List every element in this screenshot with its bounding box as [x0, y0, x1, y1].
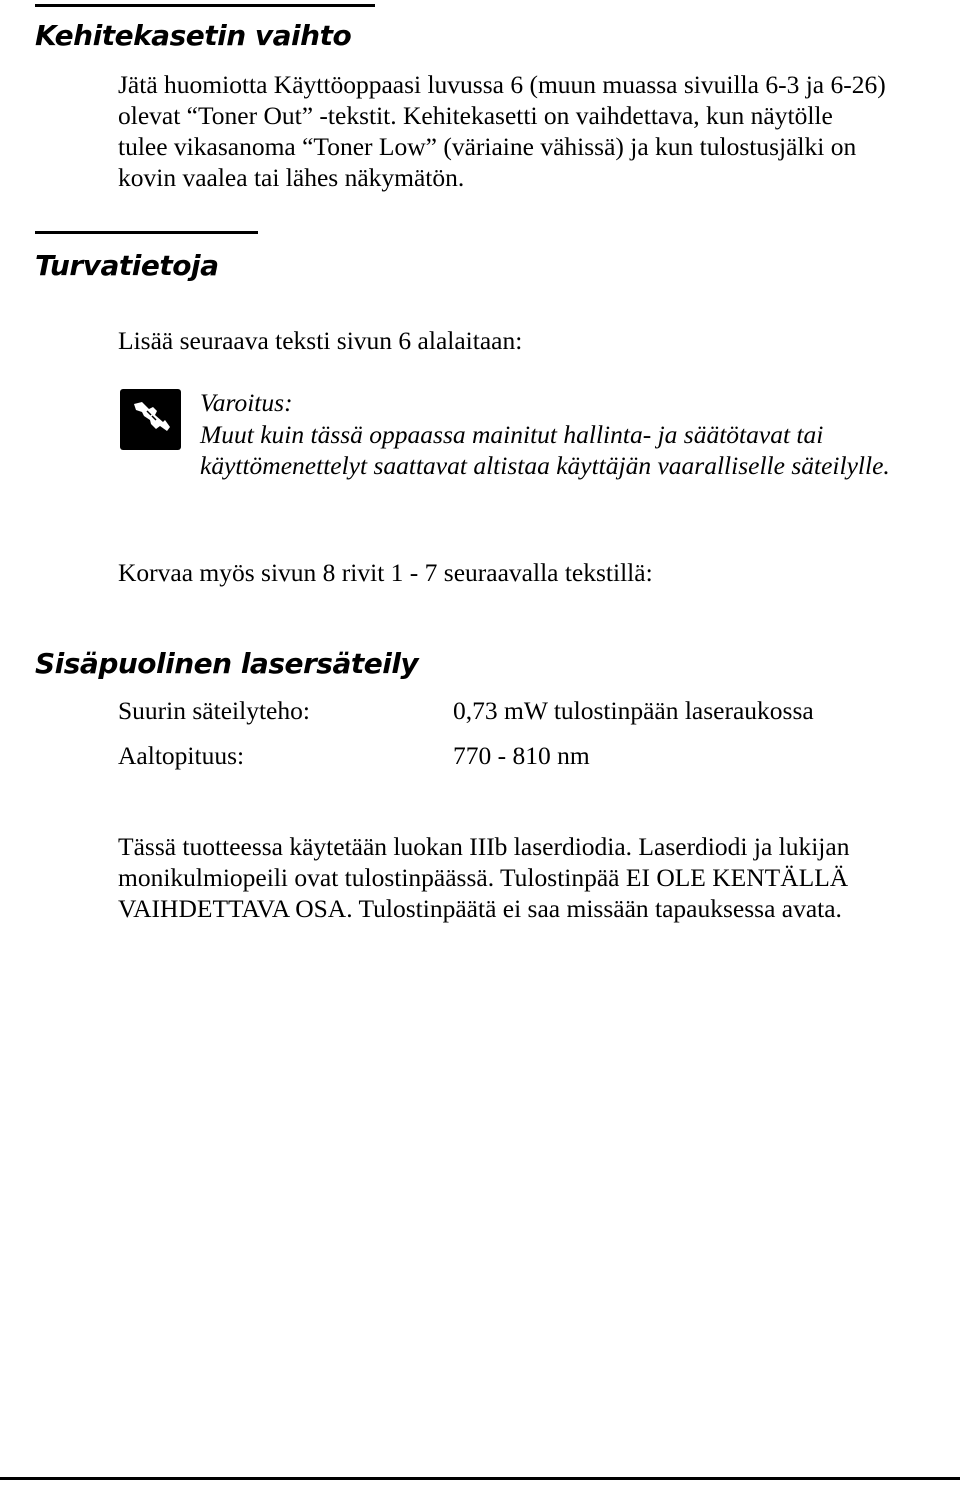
heading-sisapuolinen-lasersateily: Sisäpuolinen lasersäteily: [35, 647, 419, 680]
paragraph-add-text-instruction: Lisää seuraava teksti sivun 6 alalaitaan:: [118, 326, 523, 355]
heading-kehitekasetin-vaihto: Kehitekasetin vaihto: [35, 19, 352, 52]
spec-value: 0,73 mW tulostinpään laseraukossa: [453, 696, 814, 725]
warning-text: Muut kuin tässä oppaassa mainitut hallinta- ja säätötavat tai käyttömenettelyt saattavat altistaa käyttäjän vaaralliselle säteilylle.: [200, 420, 890, 480]
spec-value: 770 - 810 nm: [453, 741, 590, 770]
warning-title: Varoitus:: [200, 388, 293, 417]
heading-turvatietoja: Turvatietoja: [35, 249, 219, 282]
paragraph-toner-instructions: Jätä huomiotta Käyttöoppaasi luvussa 6 (muun muassa sivuilla 6-3 ja 6-26) olevat “Toner Out” -tekstit. Kehitekasetti on vaihdettava, kun näytölle tulee vikasanoma “Toner Low” (väriaine vähissä) ja kun tulostusjälki on kovin vaalea tai lähes näkymätön.: [118, 70, 886, 192]
paragraph-replace-lines: Korvaa myös sivun 8 rivit 1 - 7 seuraavalla tekstillä:: [118, 558, 653, 587]
footer-rule: [0, 1477, 960, 1480]
spec-label: Suurin säteilyteho:: [118, 696, 310, 725]
section-rule-safety: [35, 231, 258, 234]
paragraph-laser-diode: Tässä tuotteessa käytetään luokan IIIb laserdiodia. Laserdiodi ja lukijan monikulmiopeili ovat tulostinpäässä. Tulostinpää EI OLE KENTÄLLÄ VAIHDETTAVA OSA. Tulostinpäätä ei saa missään tapauksessa avata.: [118, 832, 850, 923]
section-rule-top: [35, 4, 375, 7]
warning-hand-icon: [120, 389, 181, 450]
spec-label: Aaltopituus:: [118, 741, 245, 770]
